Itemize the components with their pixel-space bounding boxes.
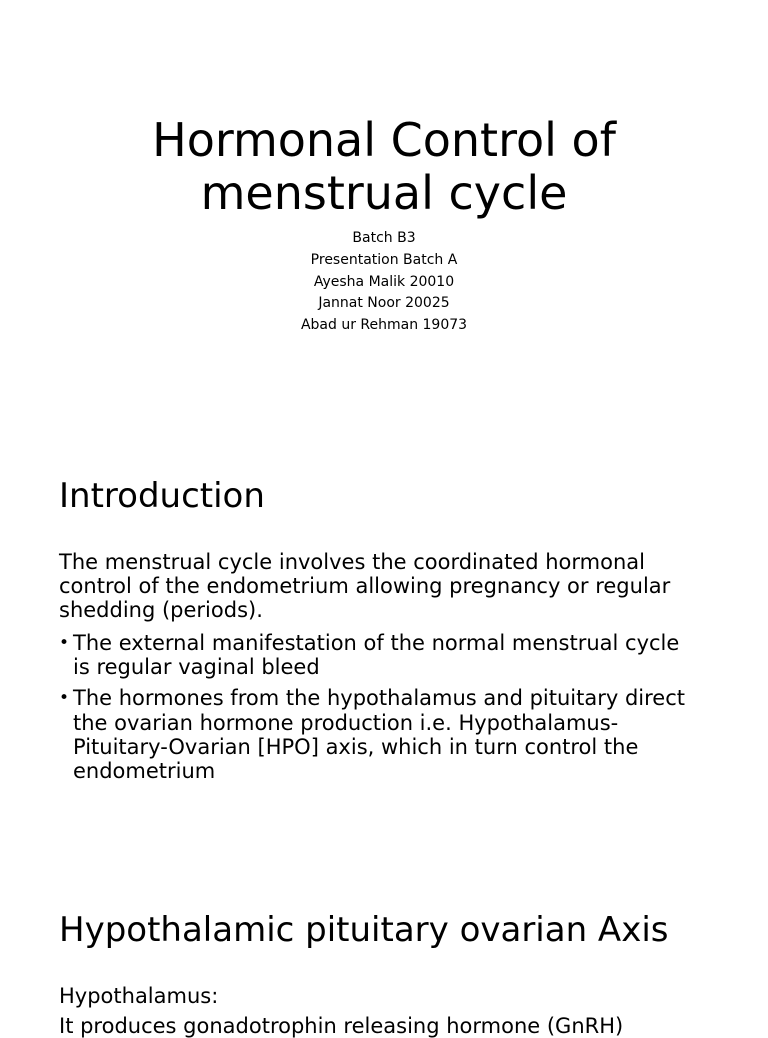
presenter-name: Jannat Noor 20025 bbox=[318, 295, 450, 312]
bullet-text: The hormones from the hypothalamus and pituitary direct the ovarian hormone production i.e. Hypothalamus-Pituitary-Ovarian [HPO] axis, which in turn control the endometrium bbox=[73, 686, 686, 784]
bullet-text: The external manifestation of the normal menstrual cycle is regular vaginal bleed bbox=[73, 631, 680, 680]
hpo-axis-slide bbox=[0, 868, 768, 1038]
bullet-icon: • bbox=[59, 633, 70, 653]
presentation-title bbox=[0, 114, 768, 220]
bullet-item bbox=[59, 631, 699, 679]
introduction-paragraph: The menstrual cycle involves the coordinated hormonal control of the endometrium allowing pregnancy or regular shedding (periods). bbox=[59, 550, 671, 623]
batch-label: Batch B3 bbox=[352, 230, 416, 246]
introduction-heading: Introduction bbox=[59, 476, 265, 516]
bullet-icon: • bbox=[59, 688, 70, 709]
title-line-2: menstrual cycle bbox=[200, 166, 568, 220]
presenter-name: Ayesha Malik 20010 bbox=[313, 273, 455, 290]
introduction-slide bbox=[0, 434, 768, 868]
hypothalamus-description: It produces gonadotrophin releasing hormone (GnRH) bbox=[59, 1014, 624, 1038]
presenter-list bbox=[0, 228, 768, 337]
presenter-name: Abad ur Rehman 19073 bbox=[300, 317, 468, 334]
hpo-axis-heading: Hypothalamic pituitary ovarian Axis bbox=[59, 910, 669, 950]
title-slide bbox=[0, 0, 768, 434]
presentation-batch-label: Presentation Batch A bbox=[310, 251, 458, 268]
introduction-bullet-list bbox=[59, 631, 699, 790]
bullet-item bbox=[59, 686, 699, 783]
title-line-1: Hormonal Control of bbox=[152, 113, 616, 167]
hypothalamus-label: Hypothalamus: bbox=[59, 984, 219, 1008]
